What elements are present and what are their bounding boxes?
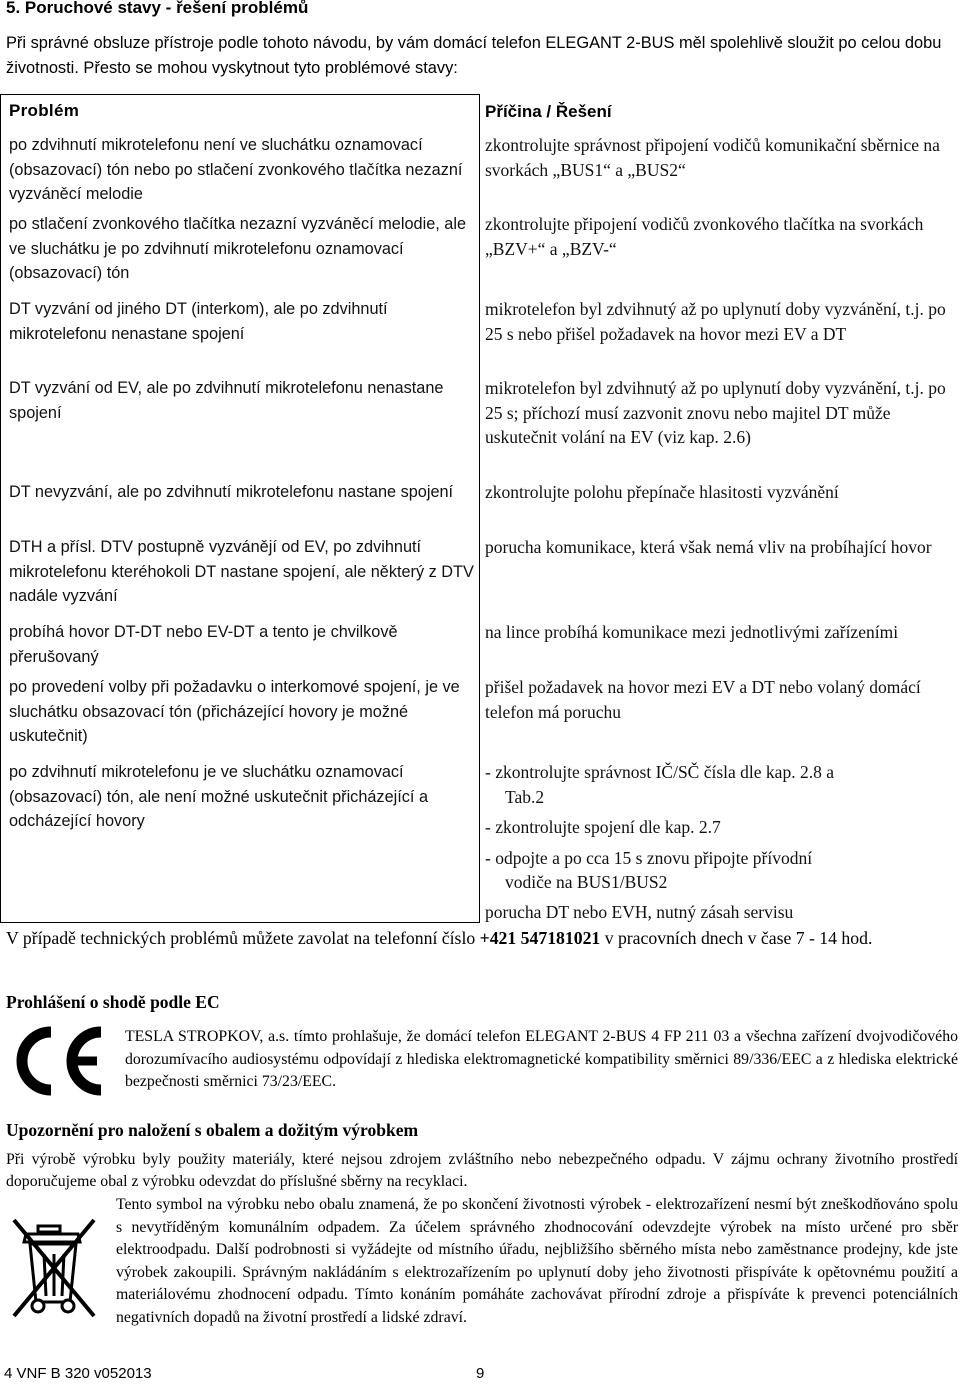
intro-paragraph: Při správné obsluze přístroje podle tohoto návodu, by vám domácí telefon ELEGANT 2-BUS měl spolehlivě sloužit po celou dobu životnosti. Přesto se mohou vyskytnout tyto problémové stavy: [6, 34, 942, 77]
declaration-heading: Prohlášení o shodě podle EC [6, 992, 220, 1012]
problem-cell: DT nevyzvání, ale po zdvihnutí mikrotelefonu nastane spojení [9, 483, 454, 501]
solution-cell: na lince probíhá komunikace mezi jednotlivými zařízeními [485, 622, 899, 642]
solution-cell: zkontrolujte připojení vodičů zvonkového tlačítka na svorkách „BZV+“ a „BZV-“ [485, 214, 924, 259]
support-phone-number: +421 547181021 [479, 928, 601, 948]
solution-item-continuation: Tab.2 [505, 786, 545, 807]
solution-item-text: - zkontrolujte spojení dle kap. 2.7 [485, 817, 721, 838]
problem-cell: po stlačení zvonkového tlačítka nezazní vyzváněcí melodie, ale ve sluchátku je po zdvihnutí mikrotelefonu oznamovací (obsazovací) tón [9, 215, 467, 283]
solution-cell: mikrotelefon byl zdvihnutý až po uplynutí doby vyzvánění, t.j. po 25 s nebo přišel požadavek na hovor mezi EV a DT [485, 299, 946, 344]
solution-item [485, 846, 955, 895]
declaration-text: TESLA STROPKOV, a.s. tímto prohlašuje, že domácí telefon ELEGANT 2-BUS 4 FP 211 03 a všechna zařízení dvojvodičového dorozumívacího audiosystému odpovídají z hlediska elektromagnetické kompatibility směrnici 89/336/EEC a z hlediska elektrické bezpečnosti směrnici 73/23/EEC. [125, 1028, 958, 1090]
solution-item-text: - zkontrolujte správnost IČ/SČ čísla dle kap. 2.8 a [485, 762, 834, 782]
problem-cell: DT vyzvání od EV, ale po zdvihnutí mikrotelefonu nenastane spojení [9, 379, 444, 422]
solution-item [485, 760, 955, 809]
solution-cell: přišel požadavek na hovor mezi EV a DT nebo volaný domácí telefon má poruchu [485, 677, 921, 722]
disposal-paragraph: Při výrobě výrobku byly použity materiály, které nejsou zdrojem zvláštního nebo nebezpečného odpadu. V zájmu ochrany životního prostředí doporučujeme obal z výrobku odevzdat do příslušné sběrny na recyklaci. [6, 1151, 958, 1190]
contact-text-before: V případě technických problémů můžete zavolat na telefonní číslo [6, 928, 480, 948]
document-id: 4 VNF B 320 v052013 [4, 1365, 152, 1382]
solution-item-continuation: vodiče na BUS1/BUS2 [505, 872, 668, 893]
solution-item-text: - odpojte a po cca 15 s znovu připojte přívodní [485, 847, 813, 868]
solution-cell: zkontrolujte správnost připojení vodičů komunikační sběrnice na svorkách „BUS1“ a „BUS2“ [485, 135, 940, 180]
problem-column-header: Problém [9, 101, 80, 120]
problem-cell: DTH a přísl. DTV postupně vyzvánějí od EV, po zdvihnutí mikrotelefonu kteréhokoli DT nastane spojení, ale některý z DTV nadále vyzvání [9, 538, 474, 606]
solution-item [485, 815, 955, 840]
solution-cell: porucha komunikace, která však nemá vliv na probíhající hovor [485, 537, 932, 557]
solution-item [485, 900, 955, 925]
solution-column-header: Příčina / Řešení [485, 102, 612, 121]
solution-cell: mikrotelefon byl zdvihnutý až po uplynutí doby vyzvánění, t.j. po 25 s; příchozí musí zazvonit znovu nebo majitel DT může uskutečnit volání na EV (viz kap. 2.6) [485, 378, 946, 448]
support-contact-paragraph [6, 925, 958, 951]
weee-paragraph: Tento symbol na výrobku nebo obalu znamená, že po skončení životnosti výrobek - elektrozařízení nesmí být zneškodňováno spolu s nevytříděným komunálním odpadem. Za účelem správného zhodnocování odevzdejte výrobek na místo určené pro sběr elektroodpadu. Další podrobnosti si vyžádejte od místního úřadu, nejbližšího sběrného místa nebo zaměstnance prodejny, kde jste výrobek zakoupili. Správným nakládáním s elektrozařízením po uplynutí doby jeho životnosti přispíváte k opětovnému použití a materiálovému zhodnocení odpadu. Tímto konáním pomáháte zachovávat přírodní zdroje a přispíváte k prevenci potenciálních negativních dopadů na životní prostředí a lidské zdraví. [116, 1196, 958, 1326]
section-heading: 5. Poruchové stavy - řešení problémů [6, 0, 309, 17]
problem-cell: probíhá hovor DT-DT nebo EV-DT a tento je chvilkově přerušovaný [9, 623, 398, 666]
ce-mark-icon [4, 1023, 110, 1104]
solution-item-text: porucha DT nebo EVH, nutný zásah servisu [485, 901, 794, 922]
problem-cell: po provedení volby při požadavku o interkomové spojení, je ve sluchátku obsazovací tón (přicházející hovory je možné uskutečnit) [9, 678, 460, 746]
solution-cell [485, 760, 955, 925]
solution-cell: zkontrolujte polohu přepínače hlasitosti vyzvánění [485, 482, 839, 502]
problem-cell: DT vyzvání od jiného DT (interkom), ale po zdvihnutí mikrotelefonu nenastane spojení [9, 300, 388, 343]
disposal-heading: Upozornění pro naložení s obalem a dožitým výrobkem [6, 1120, 419, 1140]
problem-cell: po zdvihnutí mikrotelefonu je ve sluchátku oznamovací (obsazovací) tón, ale není možné uskutečnit přicházející a odcházející hovory [9, 763, 429, 831]
contact-text-after: v pracovních dnech v čase 7 - 14 hod. [600, 928, 873, 948]
page-number: 9 [476, 1365, 485, 1382]
crossed-out-wheelie-bin-icon [8, 1210, 100, 1327]
problem-cell: po zdvihnutí mikrotelefonu není ve sluchátku oznamovací (obsazovací) tón nebo po stlačení zvonkového tlačítka nezazní vyzváněcí melodie [9, 136, 463, 204]
